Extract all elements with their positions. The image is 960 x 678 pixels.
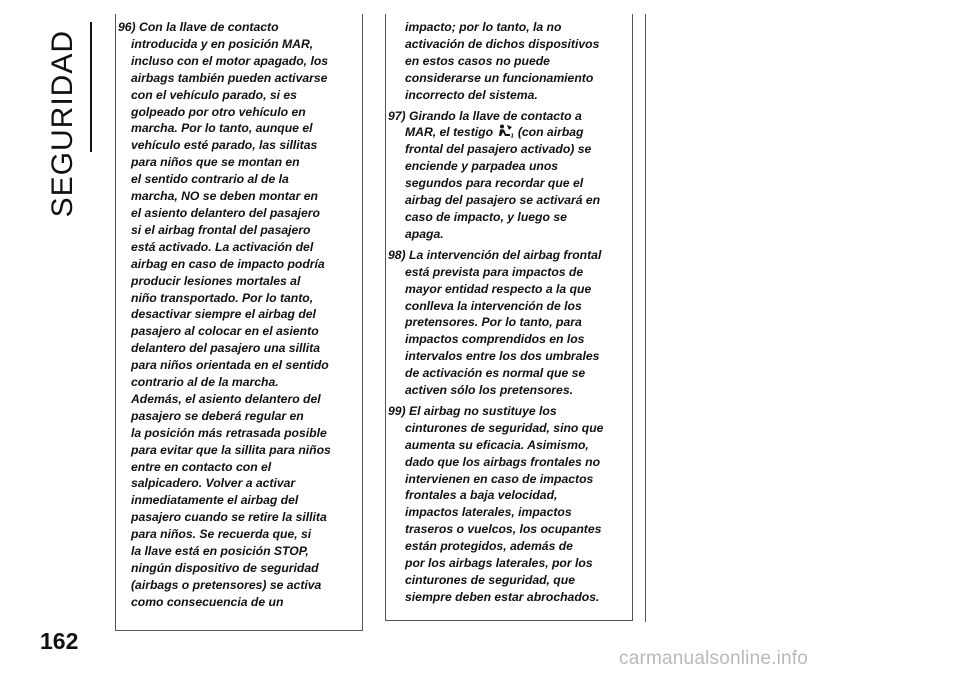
section-title: SEGURIDAD	[46, 30, 79, 218]
note-96	[118, 19, 360, 611]
right-margin-rule	[645, 14, 646, 622]
note-line: mayor entidad respecto a la que	[405, 281, 592, 296]
watermark: carmanualsonline.info	[619, 648, 809, 669]
note-line: frontal del pasajero activado) se	[405, 142, 592, 157]
note-line: (airbags o pretensores) se activa	[131, 577, 322, 592]
note-line: como consecuencia de un	[131, 594, 284, 609]
note-line: activación de dichos dispositivos	[405, 36, 600, 51]
note-line: marcha, NO se deben montar en	[131, 189, 318, 204]
note-line: aumenta su eficacia. Asimismo,	[405, 437, 589, 452]
note-line: ningún dispositivo de seguridad	[131, 561, 319, 575]
note-97-line-1	[388, 108, 630, 125]
note-line: desactivar siempre el airbag del	[131, 307, 316, 322]
section-divider	[90, 22, 92, 152]
note-line: airbag en caso de impacto podría	[131, 256, 325, 271]
note-line: golpeado por otro vehículo en	[131, 104, 306, 119]
note-number: 99)	[388, 403, 406, 418]
note-line: la posición más retrasada posible	[131, 425, 327, 440]
page-number: 162	[40, 628, 79, 654]
note-line: dado que los airbags frontales no	[405, 454, 601, 469]
note-line: cinturones de seguridad, que	[405, 573, 575, 587]
note-line: están protegidos, además de	[405, 539, 573, 554]
note-97-line-2	[388, 124, 630, 141]
note-line: está prevista para impactos de	[405, 264, 584, 279]
note-line: de activación es normal que se	[405, 366, 586, 381]
note-line: siempre deben estar abrochados.	[405, 589, 600, 604]
note-number: 96)	[118, 20, 136, 34]
note-line: airbag del pasajero se activará en	[405, 193, 601, 208]
note-line: el sentido contrario al de la	[131, 172, 289, 187]
note-line: apaga.	[405, 226, 444, 241]
note-line	[388, 247, 630, 264]
note-line: pasajero cuando se retire la sillita	[131, 510, 327, 525]
note-text: La intervención del airbag frontal	[409, 247, 602, 262]
note-line: caso de impacto, y luego se	[405, 209, 567, 224]
note-line: incorrecto del sistema.	[405, 87, 538, 102]
note-text: Girando la llave de contacto a	[409, 108, 582, 123]
note-line: si el airbag frontal del pasajero	[131, 222, 311, 237]
note-line: incluso con el motor apagado, los	[131, 53, 329, 68]
note-line: impactos laterales, impactos	[405, 505, 572, 520]
note-line: traseros o vuelcos, los ocupantes	[405, 522, 602, 537]
note-line: por los airbags laterales, por los	[405, 556, 593, 571]
svg-text:1: 1	[510, 133, 515, 139]
note-text: MAR, el testigo	[405, 125, 494, 140]
note-line: vehículo esté parado, las sillitas	[131, 138, 318, 153]
note-line: con el vehículo parado, si es	[131, 87, 297, 102]
note-line: pretensores. Por lo tanto, para	[405, 315, 582, 330]
note-line: producir lesiones mortales al	[131, 273, 301, 288]
note-line: delantero del pasajero una sillita	[131, 341, 320, 356]
note-line: niño transportado. Por lo tanto,	[131, 290, 314, 305]
note-number: 98)	[388, 247, 406, 262]
note-96-continued	[388, 19, 630, 104]
note-line: la llave está en posición STOP,	[131, 544, 309, 559]
airbag-warning-icon	[496, 124, 514, 138]
note-line: airbags también pueden activarse	[131, 70, 328, 85]
note-line: inmediatamente el airbag del	[131, 493, 299, 508]
note-line: para niños orientada en el sentido	[131, 358, 329, 373]
note-line: impactos comprendidos en los	[405, 332, 585, 347]
note-line: contrario al de la marcha.	[131, 375, 279, 390]
note-line: en estos casos no puede	[405, 53, 550, 68]
note-line: para niños. Se recuerda que, si	[131, 527, 312, 542]
note-line: frontales a baja velocidad,	[405, 488, 558, 503]
note-text: (con airbag	[517, 125, 584, 140]
note-line: considerarse un funcionamiento	[405, 70, 594, 85]
note-line: Además, el asiento delantero del	[131, 391, 321, 406]
note-line: salpicadero. Volver a activar	[131, 476, 296, 491]
note-line: intervienen en caso de impactos	[405, 471, 594, 486]
note-line: conlleva la intervención de los	[405, 298, 582, 313]
note-line: el asiento delantero del pasajero	[131, 205, 320, 220]
note-line: segundos para recordar que el	[405, 176, 584, 191]
note-line: cinturones de seguridad, sino que	[405, 420, 604, 435]
note-number: 97)	[388, 108, 406, 123]
note-line: impacto; por lo tanto, la no	[405, 20, 562, 34]
note-line	[118, 19, 360, 36]
note-line: para evitar que la sillita para niños	[131, 442, 331, 457]
right-column	[388, 19, 630, 610]
note-line: marcha. Por lo tanto, aunque el	[131, 121, 313, 136]
note-line: activen sólo los pretensores.	[405, 383, 573, 398]
note-line: intervalos entre los dos umbrales	[405, 349, 600, 364]
note-line: para niños que se montan en	[131, 155, 300, 170]
note-97	[388, 108, 630, 243]
note-98	[388, 247, 630, 399]
note-line: introducida y en posición MAR,	[131, 36, 314, 51]
note-line	[388, 403, 630, 420]
note-text: El airbag no sustituye los	[409, 403, 557, 418]
note-99	[388, 403, 630, 606]
note-line: está activado. La activación del	[131, 239, 314, 254]
note-line: pasajero se deberá regular en	[131, 408, 304, 423]
note-text: Con la llave de contacto	[139, 20, 279, 34]
note-line: pasajero al colocar en el asiento	[131, 324, 319, 339]
left-column	[118, 19, 360, 615]
note-line: enciende y parpadea unos	[405, 159, 559, 174]
note-line: entre en contacto con el	[131, 459, 272, 474]
